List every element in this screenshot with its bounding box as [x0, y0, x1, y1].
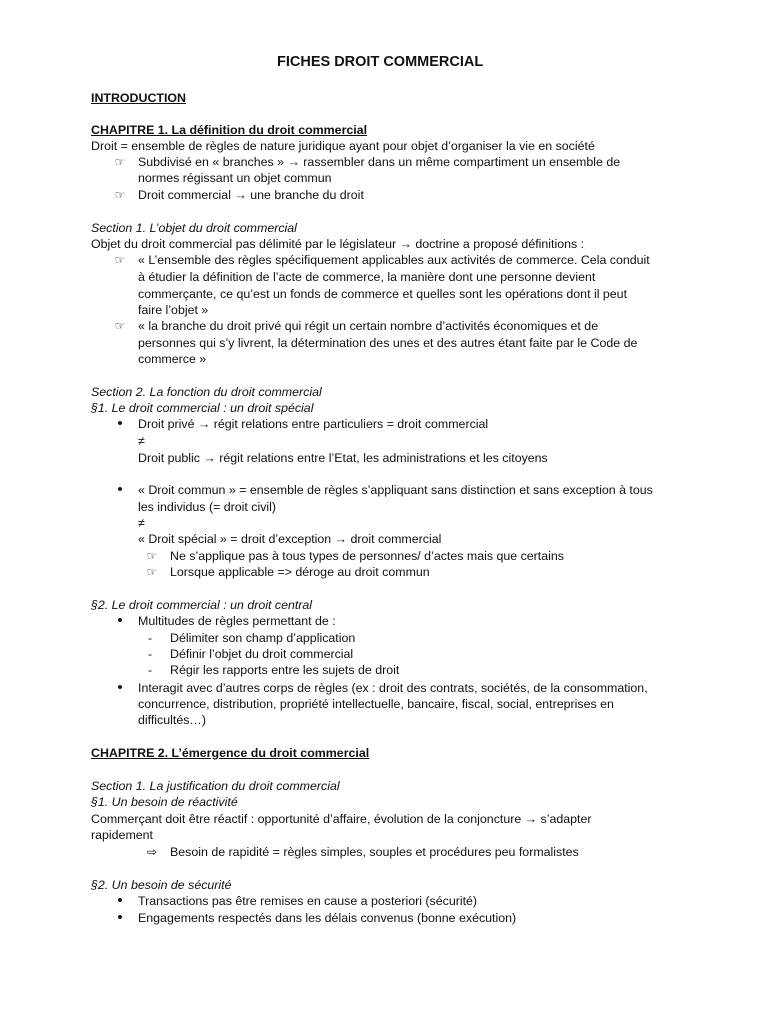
quote-1-line-4: faire l’objet »: [138, 303, 209, 317]
dash-icon: -: [148, 647, 152, 661]
bullet-icon: •: [117, 612, 123, 629]
chapter-2-heading: CHAPITRE 2. L’émergence du droit commercial: [91, 746, 370, 760]
reactivity-heading: §1. Un besoin de réactivité: [91, 795, 238, 809]
chapter-2-section-1-heading: Section 1. La justification du droit commercial: [91, 779, 340, 793]
quote-1-line-3: commerçante, ce qu’est un fonds de commerce et quelles sont les opérations dont il peut: [138, 287, 628, 301]
quote-2-line-1: « la branche du droit privé qui régit un certain nombre d’activités économiques et de: [138, 319, 599, 333]
point-hand-icon: ☞: [114, 253, 126, 267]
section-1-heading: Section 1. L’objet du droit commercial: [91, 221, 297, 235]
public-law-line: Droit public → régit relations entre l’Etat, les administrations et les citoyens: [138, 451, 548, 465]
branch-line-3: Droit commercial → une branche du droit: [138, 188, 364, 202]
interacts-line-2: concurrence, distribution, propriété intellectuelle, bancaire, fiscal, social, entreprises en: [138, 697, 614, 711]
outline-arrow-icon: ⇨: [146, 845, 158, 859]
branch-line-1: Subdivisé en « branches » → rassembler dans un même compartiment un ensemble de: [138, 155, 621, 169]
point-hand-icon: ☞: [114, 155, 126, 169]
special-law-sub-2: Lorsque applicable => déroge au droit commun: [170, 565, 430, 579]
special-law-sub-1: Ne s’applique pas à tous types de personnes/ d’actes mais que certains: [170, 549, 564, 563]
introduction-heading: INTRODUCTION: [91, 91, 186, 105]
branch-line-2: normes régissant un objet commun: [138, 171, 332, 185]
interacts-line-3: difficultés…): [138, 713, 206, 727]
rules-item-3: Régir les rapports entre les sujets de droit: [170, 663, 400, 677]
not-equal-sign: ≠: [138, 434, 145, 448]
quote-2-line-3: commerce »: [138, 352, 207, 366]
definition-text: Droit = ensemble de règles de nature juridique ayant pour objet d’organiser la vie en société: [91, 139, 595, 153]
common-law-line-2: les individus (= droit civil): [138, 500, 277, 514]
point-hand-icon: ☞: [146, 549, 158, 563]
section-2-heading: Section 2. La fonction du droit commercial: [91, 385, 322, 399]
page-title: FICHES DROIT COMMERCIAL: [277, 54, 484, 70]
reactivity-line-2: rapidement: [91, 828, 153, 842]
dash-icon: -: [148, 663, 152, 677]
security-line-1: Transactions pas être remises en cause a posteriori (sécurité): [138, 894, 478, 908]
reactivity-line-1: Commerçant doit être réactif : opportunité d’affaire, évolution de la conjoncture → s’adapter: [91, 812, 592, 826]
dash-icon: -: [148, 631, 152, 645]
paragraph-1-heading: §1. Le droit commercial : un droit spécial: [91, 401, 314, 415]
security-line-2: Engagements respectés dans les délais convenus (bonne exécution): [138, 911, 517, 925]
chapter-1-heading: CHAPITRE 1. La définition du droit commercial: [91, 123, 368, 137]
section-1-intro: Objet du droit commercial pas délimité par le législateur → doctrine a proposé définitions :: [91, 237, 585, 251]
rapidity-line: Besoin de rapidité = règles simples, souples et procédures peu formalistes: [170, 845, 579, 859]
quote-2-line-2: personnes qui s’y livrent, la détermination des unes et des autres étant faite par le Code de: [138, 336, 638, 350]
common-law-line-1: « Droit commun » = ensemble de règles s’appliquant sans distinction et sans exception à tous: [138, 483, 653, 497]
point-hand-icon: ☞: [114, 319, 126, 333]
private-law-line: Droit privé → régit relations entre particuliers = droit commercial: [138, 417, 489, 431]
security-heading: §2. Un besoin de sécurité: [91, 878, 232, 892]
special-law-line: « Droit spécial » = droit d’exception → droit commercial: [138, 532, 442, 546]
interacts-line-1: Interagit avec d’autres corps de règles (ex : droit des contrats, sociétés, de la consommation,: [138, 681, 648, 695]
bullet-icon: •: [117, 481, 123, 498]
bullet-icon: •: [117, 892, 123, 909]
quote-1-line-2: à étudier la définition de l’acte de commerce, la manière dont une personne devient: [138, 270, 596, 284]
point-hand-icon: ☞: [146, 565, 158, 579]
not-equal-sign: ≠: [138, 516, 145, 530]
bullet-icon: •: [117, 909, 123, 926]
bullet-icon: •: [117, 679, 123, 696]
point-hand-icon: ☞: [114, 188, 126, 202]
paragraph-2-heading: §2. Le droit commercial : un droit central: [91, 598, 313, 612]
quote-1-line-1: « L’ensemble des règles spécifiquement applicables aux activités de commerce. Cela conduit: [138, 253, 650, 267]
bullet-icon: •: [117, 415, 123, 432]
rules-item-1: Délimiter son champ d’application: [170, 631, 356, 645]
rules-line: Multitudes de règles permettant de :: [138, 614, 336, 628]
rules-item-2: Définir l’objet du droit commercial: [170, 647, 354, 661]
